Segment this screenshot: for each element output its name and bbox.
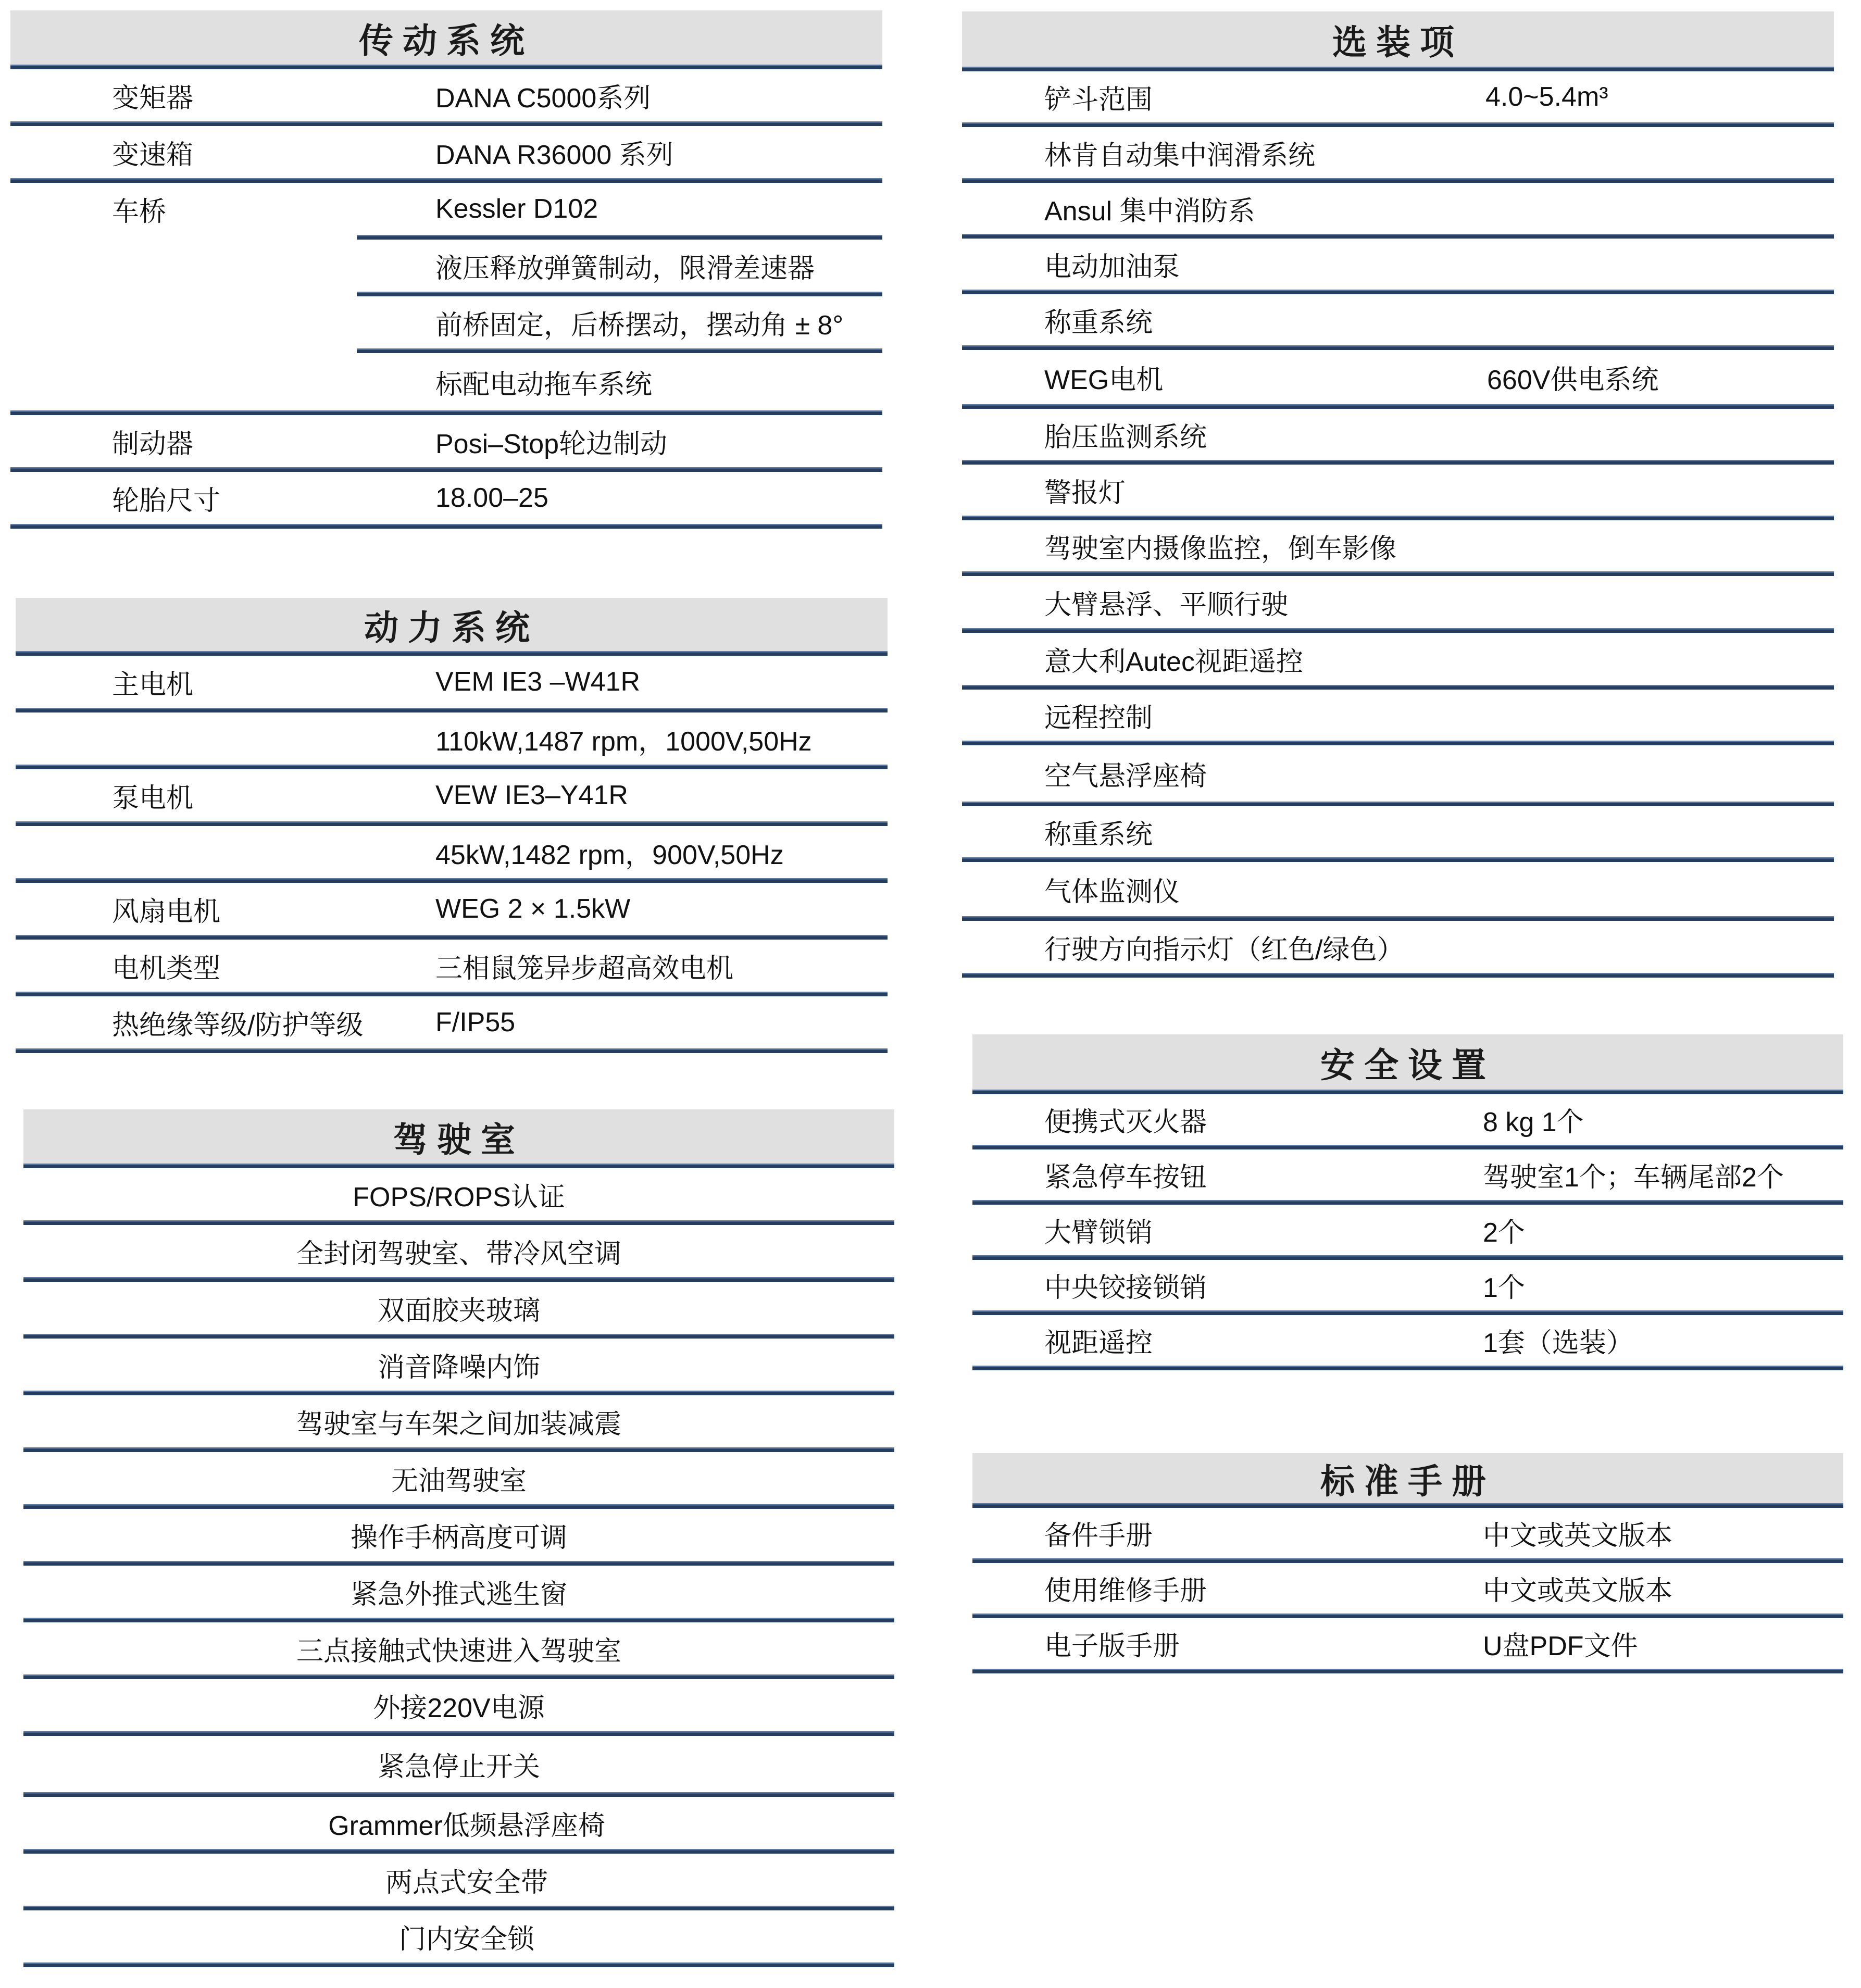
divider — [16, 821, 888, 826]
manual-value: 中文或英文版本 — [1483, 1521, 1673, 1551]
spec-value: WEG 2 × 1.5kW — [435, 894, 631, 924]
spec-row — [16, 996, 888, 1048]
spec-row — [10, 296, 882, 348]
section-header — [10, 10, 882, 65]
option-label: Ansul 集中消防系 — [1044, 196, 1255, 227]
divider — [972, 1090, 1843, 1094]
spec-value: 45kW,1482 rpm，900V,50Hz — [435, 840, 784, 870]
feature-label: 紧急停止开关 — [377, 1752, 540, 1782]
option-row — [962, 465, 1834, 516]
divider — [16, 878, 888, 883]
spec-row — [10, 183, 882, 235]
section-power — [16, 598, 888, 1053]
option-label: 电动加油泵 — [1044, 252, 1180, 282]
feature-label: 消音降噪内饰 — [377, 1352, 540, 1383]
spec-label: 风扇电机 — [112, 896, 221, 927]
spec-row — [16, 769, 888, 821]
spec-value: 18.00–25 — [435, 483, 548, 513]
option-label: 称重系统 — [1044, 307, 1153, 338]
divider — [972, 1200, 1843, 1205]
safety-label: 紧急停车按钮 — [1044, 1162, 1207, 1193]
divider — [16, 935, 888, 940]
section-manuals — [972, 1453, 1843, 1673]
manual-label: 电子版手册 — [1044, 1631, 1180, 1661]
divider — [23, 1674, 894, 1679]
divider — [962, 290, 1834, 294]
manual-row — [972, 1508, 1843, 1558]
section-options — [962, 11, 1834, 978]
divider — [962, 802, 1834, 806]
option-row — [962, 862, 1834, 916]
divider — [23, 1334, 894, 1339]
divider — [16, 765, 888, 769]
divider — [972, 1558, 1843, 1563]
option-row — [962, 576, 1834, 628]
divider — [972, 1669, 1843, 1673]
feature-label: 紧急外推式逃生窗 — [350, 1579, 567, 1610]
spec-value: VEW IE3–Y41R — [435, 780, 628, 810]
option-row — [962, 520, 1834, 571]
option-label: 林肯自动集中润滑系统 — [1044, 140, 1316, 171]
safety-row — [972, 1094, 1843, 1145]
divider — [962, 178, 1834, 183]
safety-value: 驾驶室1个；车辆尾部2个 — [1483, 1162, 1784, 1193]
divider — [972, 1145, 1843, 1149]
divider — [10, 410, 882, 415]
divider — [972, 1614, 1843, 1618]
section-header — [16, 598, 888, 651]
safety-label: 大臂锁销 — [1044, 1218, 1153, 1248]
feature-row — [23, 1282, 894, 1334]
option-label: 意大利Autec视距遥控 — [1044, 646, 1303, 677]
section-title: 安全设置 — [1320, 1045, 1495, 1084]
section-title: 传动系统 — [359, 21, 534, 60]
divider — [962, 122, 1834, 127]
spec-label: 电机类型 — [112, 953, 221, 984]
divider — [16, 708, 888, 712]
divider — [16, 992, 888, 996]
option-row — [962, 183, 1834, 234]
section-header — [23, 1109, 894, 1164]
manual-row — [972, 1563, 1843, 1614]
feature-row — [23, 1452, 894, 1504]
divider — [10, 65, 882, 69]
feature-row — [23, 1225, 894, 1277]
safety-value: 2个 — [1483, 1218, 1525, 1248]
option-row — [962, 633, 1834, 685]
feature-label: 三点接触式快速进入驾驶室 — [296, 1636, 621, 1667]
option-row — [962, 127, 1834, 178]
divider — [23, 1731, 894, 1736]
feature-row — [23, 1736, 894, 1792]
divider — [23, 1277, 894, 1282]
divider — [23, 1792, 894, 1797]
spec-label: 变矩器 — [112, 83, 194, 114]
spec-value: DANA R36000 系列 — [435, 140, 673, 170]
safety-row — [972, 1315, 1843, 1366]
option-row — [962, 409, 1834, 460]
spec-row — [10, 472, 882, 524]
divider — [962, 404, 1834, 409]
divider — [23, 1849, 894, 1854]
option-label: 铲斗范围 — [1044, 84, 1153, 115]
spec-value: VEM IE3 –W41R — [435, 667, 641, 697]
divider — [972, 1366, 1843, 1370]
option-label: 行驶方向指示灯（红色/绿色） — [1044, 934, 1404, 965]
manual-row — [972, 1618, 1843, 1669]
feature-label: 两点式安全带 — [385, 1867, 548, 1898]
option-label: 胎压监测系统 — [1044, 422, 1207, 453]
spec-label: 制动器 — [112, 429, 194, 459]
spec-label: 变速箱 — [112, 140, 194, 170]
spec-value: Kessler D102 — [435, 194, 598, 224]
divider — [10, 467, 882, 472]
option-row — [962, 806, 1834, 857]
feature-row — [23, 1854, 894, 1906]
spec-row — [16, 940, 888, 992]
option-label: WEG电机 — [1044, 365, 1164, 395]
divider — [16, 1048, 888, 1053]
spec-value: DANA C5000系列 — [435, 83, 651, 114]
divider — [10, 524, 882, 529]
spec-label: 主电机 — [112, 669, 194, 700]
section-title: 动力系统 — [364, 608, 539, 647]
feature-row — [23, 1395, 894, 1447]
feature-row — [23, 1910, 894, 1962]
divider — [23, 1906, 894, 1910]
divider — [962, 628, 1834, 633]
divider — [16, 651, 888, 656]
manual-value: 中文或英文版本 — [1483, 1576, 1673, 1606]
option-row — [962, 745, 1834, 802]
feature-row — [23, 1168, 894, 1220]
spec-label: 热绝缘等级/防护等级 — [112, 1010, 364, 1041]
divider — [962, 857, 1834, 862]
spec-row — [10, 240, 882, 292]
spec-label: 泵电机 — [112, 783, 194, 814]
section-title: 标准手册 — [1320, 1461, 1495, 1501]
option-row — [962, 350, 1834, 404]
section-title: 驾驶室 — [393, 1120, 524, 1159]
divider — [23, 1447, 894, 1452]
option-label: 称重系统 — [1044, 819, 1153, 850]
divider — [962, 741, 1834, 745]
feature-label: 无油驾驶室 — [391, 1466, 527, 1496]
option-value: 4.0~5.4m³ — [1485, 82, 1608, 112]
section-drivetrain — [10, 10, 882, 529]
manual-label: 备件手册 — [1044, 1521, 1153, 1551]
divider — [962, 345, 1834, 350]
feature-label: FOPS/ROPS认证 — [353, 1182, 565, 1212]
feature-label: 外接220V电源 — [373, 1693, 545, 1723]
feature-label: Grammer低频悬浮座椅 — [328, 1810, 605, 1841]
option-row — [962, 921, 1834, 973]
spec-label: 轮胎尺寸 — [112, 485, 221, 516]
spec-row — [10, 353, 882, 410]
safety-label: 中央铰接锁销 — [1044, 1273, 1207, 1303]
option-label: 气体监测仪 — [1044, 877, 1180, 907]
feature-label: 双面胶夹玻璃 — [377, 1295, 540, 1326]
option-label: 远程控制 — [1044, 703, 1153, 733]
safety-row — [972, 1260, 1843, 1310]
safety-value: 1个 — [1483, 1273, 1525, 1303]
divider — [10, 121, 882, 126]
option-row — [962, 239, 1834, 290]
manual-value: U盘PDF文件 — [1483, 1631, 1638, 1661]
option-label: 大臂悬浮、平顺行驶 — [1044, 590, 1289, 620]
spec-row — [10, 69, 882, 121]
feature-label: 驾驶室与车架之间加装减震 — [296, 1409, 621, 1440]
option-row — [962, 690, 1834, 741]
option-row — [962, 71, 1834, 122]
spec-value: 液压释放弹簧制动，限滑差速器 — [435, 253, 815, 284]
divider — [23, 1561, 894, 1566]
manual-label: 使用维修手册 — [1044, 1576, 1207, 1606]
spec-value: Posi–Stop轮边制动 — [435, 429, 668, 459]
spec-value: 前桥固定，后桥摆动，摆动角 ± 8° — [435, 310, 844, 341]
section-header — [972, 1453, 1843, 1503]
spec-value: F/IP55 — [435, 1007, 516, 1037]
divider — [972, 1310, 1843, 1315]
divider — [962, 916, 1834, 921]
feature-label: 门内安全锁 — [398, 1924, 534, 1955]
divider — [962, 67, 1834, 71]
spec-row — [16, 826, 888, 878]
feature-row — [23, 1566, 894, 1618]
divider — [972, 1255, 1843, 1260]
divider — [23, 1220, 894, 1225]
feature-row — [23, 1679, 894, 1731]
option-value: 660V供电系统 — [1487, 365, 1659, 395]
divider — [962, 973, 1834, 978]
divider — [962, 234, 1834, 239]
option-label: 驾驶室内摄像监控，倒车影像 — [1044, 533, 1397, 564]
divider — [962, 571, 1834, 576]
feature-label: 全封闭驾驶室、带冷风空调 — [296, 1239, 621, 1269]
spec-row — [10, 415, 882, 467]
safety-label: 便携式灭火器 — [1044, 1107, 1207, 1137]
safety-row — [972, 1149, 1843, 1200]
section-header — [972, 1034, 1843, 1090]
divider — [962, 460, 1834, 465]
option-label: 警报灯 — [1044, 478, 1126, 508]
section-title: 选装项 — [1332, 22, 1464, 61]
feature-row — [23, 1622, 894, 1674]
safety-label: 视距遥控 — [1044, 1328, 1153, 1358]
option-label: 空气悬浮座椅 — [1044, 761, 1207, 792]
spec-value: 三相鼠笼异步超高效电机 — [435, 953, 734, 984]
safety-row — [972, 1205, 1843, 1255]
spec-value: 110kW,1487 rpm，1000V,50Hz — [435, 726, 812, 757]
divider — [23, 1164, 894, 1168]
divider-partial — [357, 235, 882, 240]
safety-value: 1套（选装） — [1483, 1328, 1633, 1358]
option-row — [962, 294, 1834, 345]
divider-partial — [357, 348, 882, 353]
divider — [962, 685, 1834, 690]
feature-row — [23, 1339, 894, 1391]
section-safety — [972, 1034, 1843, 1370]
divider — [23, 1618, 894, 1622]
spec-row — [16, 712, 888, 765]
spec-row — [16, 656, 888, 708]
divider — [23, 1391, 894, 1395]
spec-value: 标配电动拖车系统 — [435, 369, 653, 400]
feature-row — [23, 1797, 894, 1849]
safety-value: 8 kg 1个 — [1483, 1107, 1584, 1137]
spec-label: 车桥 — [112, 196, 167, 227]
spec-row — [10, 126, 882, 178]
feature-label: 操作手柄高度可调 — [350, 1522, 567, 1553]
feature-row — [23, 1509, 894, 1561]
divider — [23, 1962, 894, 1967]
section-cab — [23, 1109, 894, 1967]
divider — [962, 516, 1834, 520]
section-header — [962, 11, 1834, 67]
divider-partial — [357, 292, 882, 296]
divider — [23, 1504, 894, 1509]
spec-row — [16, 883, 888, 935]
divider — [972, 1503, 1843, 1508]
divider — [10, 178, 882, 183]
